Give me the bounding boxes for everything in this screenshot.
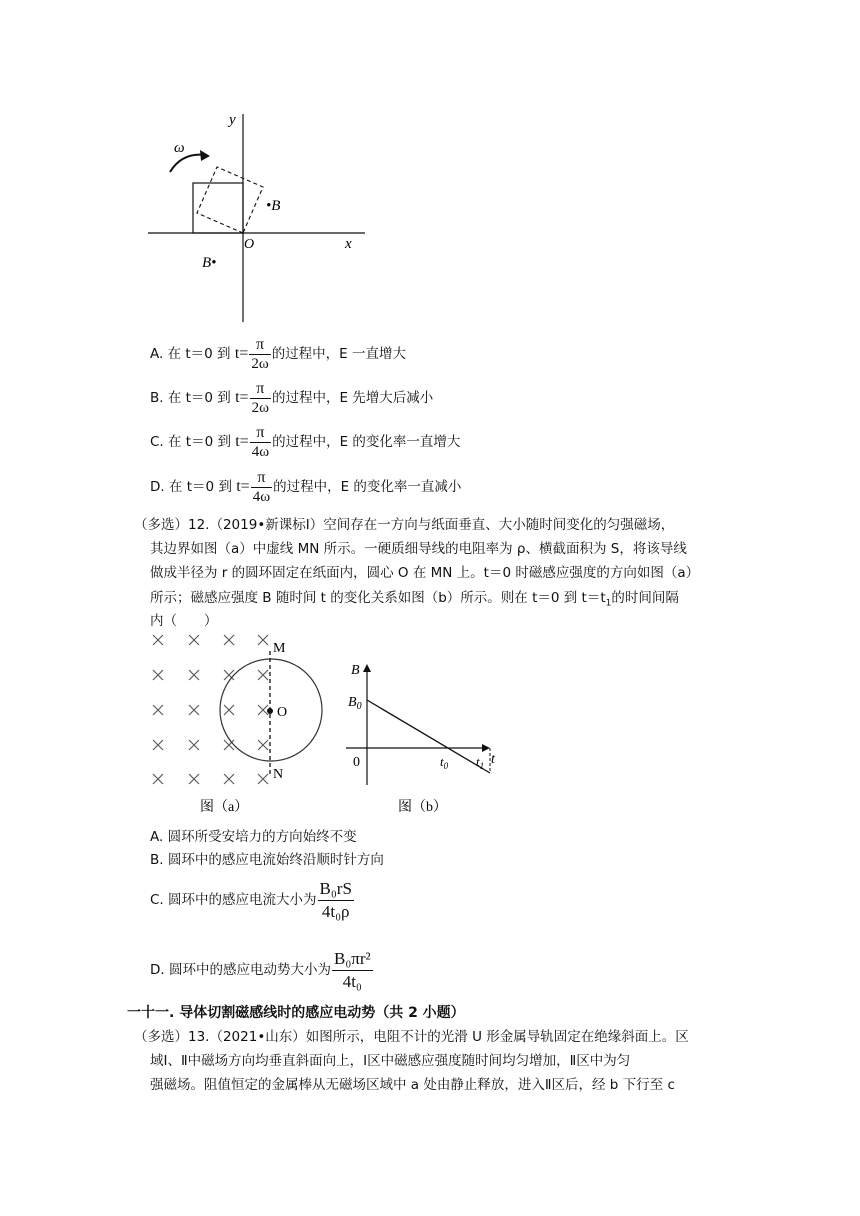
square-loop bbox=[193, 183, 243, 233]
q11-option-b: B. 在 t＝0 到 t= $\frac{\pi}{2\omega}$ 的过程中，E 先增大后减小 bbox=[150, 379, 434, 416]
q11-option-c: C. 在 t＝0 到 t= $\frac{\pi}{4\omega}$ 的过程中，E 的变化率一直增大 bbox=[150, 423, 461, 460]
q12-option-d: D. 圆环中的感应电动势大小为 $\frac{\text{B₀πr²}}{\text{4t₀}}$ bbox=[150, 948, 371, 991]
t0-label: $t_0$ bbox=[440, 754, 449, 771]
caption-b: 图（b） bbox=[398, 800, 447, 815]
q11-option-d: D. 在 t＝0 到 t= $\frac{\pi}{4\omega}$ 的过程中，E 的变化率一直减小 bbox=[150, 468, 462, 505]
point-b-left: B• bbox=[202, 255, 217, 271]
label-n: N bbox=[273, 767, 284, 782]
q13-line-2: 域Ⅰ、Ⅱ中磁场方向均垂直斜面向上，Ⅰ区中磁感应强度随时间均匀增加，Ⅱ区中为匀 bbox=[150, 1053, 631, 1069]
zero-label: 0 bbox=[353, 755, 360, 770]
origin-label: O bbox=[244, 237, 255, 252]
rotation-figure bbox=[140, 100, 380, 330]
b0-label: $B_0$ bbox=[348, 695, 362, 712]
section-heading: 一十一. 导体切割磁感线时的感应电动势（共 2 小题） bbox=[127, 1005, 465, 1021]
q12-option-a: A. 圆环所受安培力的方向始终不变 bbox=[150, 829, 357, 845]
omega-arrow-icon bbox=[170, 155, 206, 172]
point-b-right: •B bbox=[266, 198, 281, 214]
label-m: M bbox=[273, 641, 286, 656]
q12-line-4: 所示；磁感应强度 B 随时间 t 的变化关系如图（b）所示。则在 t＝0 到 $t=t_1$的时间间隔 bbox=[150, 590, 679, 609]
ring-center bbox=[267, 708, 273, 714]
q11-option-a: A. 在 t＝0 到 t= $\frac{\pi}{2\omega}$ 的过程中，E 一直增大 bbox=[150, 335, 407, 372]
rotated-square-dashed bbox=[197, 167, 263, 233]
caption-a: 图（a） bbox=[200, 800, 249, 815]
q12-line-2: 其边界如图（a）中虚线 MN 所示。一硬质细导线的电阻率为 ρ、横截面积为 S，将该导线 bbox=[150, 541, 687, 557]
figure-b bbox=[340, 655, 510, 820]
q12-option-c: C. 圆环中的感应电流大小为 $\frac{\text{B₀rS}}{\text{4t₀ρ}}$ bbox=[150, 878, 352, 921]
q12-line-1: （多选）12.（2019•新课标Ⅰ）空间存在一方向与纸面垂直、大小随时间变化的匀强磁场， bbox=[134, 517, 675, 533]
y-axis-label: y bbox=[229, 112, 236, 128]
q12-line-3: 做成半径为 r 的圆环固定在纸面内，圆心 O 在 MN 上。t＝0 时磁感应强度的方向如图（a） bbox=[150, 565, 700, 581]
q13-line-3: 强磁场。阻值恒定的金属棒从无磁场区域中 a 处由静止释放，进入Ⅱ区后，经 b 下行至 c bbox=[150, 1077, 675, 1093]
figure-a bbox=[140, 625, 340, 820]
q12-option-b: B. 圆环中的感应电流始终沿顺时针方向 bbox=[150, 852, 384, 868]
t1-label: $t_1$ bbox=[476, 754, 485, 771]
omega-label: ω bbox=[174, 140, 185, 156]
magnetic-field-crosses bbox=[153, 635, 268, 784]
label-o: O bbox=[277, 705, 288, 720]
x-axis-label: x bbox=[345, 236, 352, 252]
q13-line-1: （多选）13.（2021•山东）如图所示，电阻不计的光滑 U 形金属导轨固定在绝缘斜面上。区 bbox=[134, 1029, 689, 1045]
b-axis-label: B bbox=[351, 663, 360, 678]
t-axis-label: t bbox=[491, 752, 495, 767]
b-vs-t-line bbox=[367, 700, 490, 773]
q12-line-5: 内（ ） bbox=[150, 613, 218, 629]
